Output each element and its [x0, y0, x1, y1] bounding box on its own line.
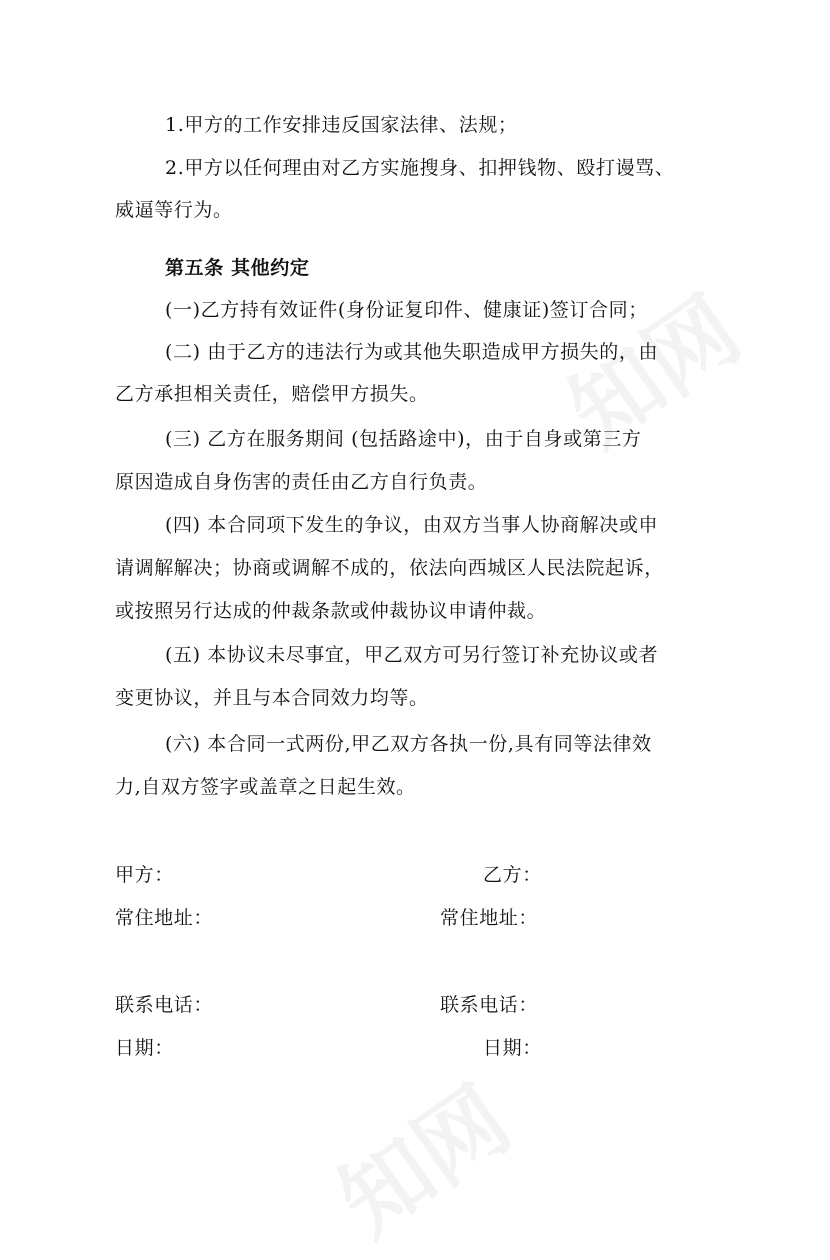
party-b-label: 乙方： [483, 864, 542, 886]
party-a-label: 甲方： [115, 864, 174, 886]
party-b-date-label: 日期： [483, 1037, 542, 1059]
term-2-cont: 乙方承担相关责任，赔偿甲方损失。 [115, 383, 429, 405]
term-6-cont: 力,自双方签字或盖章之日起生效。 [115, 776, 416, 798]
term-4: (四) 本合同项下发生的争议，由双方当事人协商解决或申 [165, 514, 659, 536]
term-4-cont-1: 请调解解决；协商或调解不成的，依法向西城区人民法院起诉， [115, 557, 664, 579]
clause-item-2-cont: 威逼等行为。 [115, 199, 233, 221]
term-2: (二) 由于乙方的违法行为或其他失职造成甲方损失的，由 [165, 341, 659, 363]
watermark [309, 1050, 531, 1260]
party-b-phone-label: 联系电话： [440, 994, 539, 1016]
clause-item-2: 2.甲方以任何理由对乙方实施搜身、扣押钱物、殴打谩骂、 [165, 157, 675, 179]
party-a-date-label: 日期： [115, 1037, 174, 1059]
party-b-address-label: 常住地址： [440, 907, 539, 929]
term-1: (一)乙方持有效证件(身份证复印件、健康证)签订合同； [165, 299, 648, 321]
term-4-cont-2: 或按照另行达成的仲裁条款或仲裁协议申请仲裁。 [115, 600, 547, 622]
term-5: (五) 本协议未尽事宜，甲乙双方可另行签订补充协议或者 [165, 644, 659, 666]
section-heading: 第五条 其他约定 [165, 257, 310, 279]
term-3-cont: 原因造成自身伤害的责任由乙方自行负责。 [115, 471, 488, 493]
term-6: (六) 本合同一式两份,甲乙双方各执一份,具有同等法律效 [165, 733, 652, 755]
party-a-phone-label: 联系电话： [115, 994, 214, 1016]
term-3: (三) 乙方在服务期间 (包括路途中)，由于自身或第三方 [165, 428, 642, 450]
party-a-address-label: 常住地址： [115, 907, 214, 929]
clause-item-1: 1.甲方的工作安排违反国家法律、法规； [165, 114, 518, 136]
term-5-cont: 变更协议，并且与本合同效力均等。 [115, 687, 429, 709]
